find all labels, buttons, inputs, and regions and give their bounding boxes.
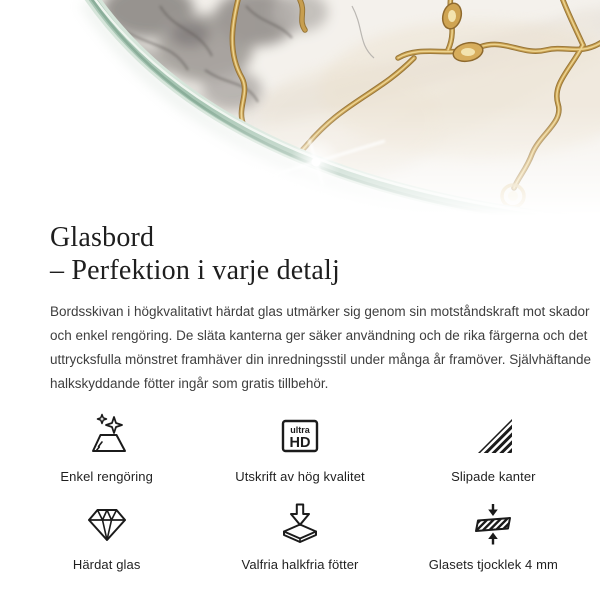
features-grid <box>0 410 600 572</box>
photo-bottom-fade <box>0 105 600 215</box>
description-line: och enkel rengöring. De släta kanterna ger säker användning och de rika färgerna och det <box>50 328 588 343</box>
page-title-line1: Glasbord <box>50 222 155 253</box>
feature-tempered-glass <box>10 498 203 572</box>
page-title <box>50 221 552 287</box>
description-line: uttrycksfulla mönstret framhäver din inredningsstil under många år framöver. Självhäftande <box>50 352 592 367</box>
svg-text:ultra: ultra <box>290 425 310 435</box>
feature-easy-cleaning <box>10 410 203 484</box>
glass-thickness-icon <box>469 498 517 548</box>
feature-glass-thickness <box>397 498 590 572</box>
page-title-line2: – Perfektion i varje detalj <box>50 255 340 286</box>
polished-edge-icon <box>469 410 517 460</box>
feature-label: Enkel rengöring <box>60 469 153 484</box>
feature-label: Glasets tjocklek 4 mm <box>428 557 558 572</box>
product-description <box>50 300 592 396</box>
description-line: halkskyddande fötter ingår som gratis tillbehör. <box>50 376 329 391</box>
feature-label: Utskrift av hög kvalitet <box>235 469 365 484</box>
feature-label: Valfria halkfria fötter <box>241 557 359 572</box>
feature-label: Härdat glas <box>72 557 141 572</box>
product-copy-section <box>0 221 600 396</box>
glass-tabletop-photo <box>0 0 600 215</box>
product-hero <box>0 0 600 215</box>
non-slip-feet-icon <box>276 498 324 548</box>
feature-non-slip-feet <box>203 498 396 572</box>
diamond-icon <box>83 498 131 548</box>
feature-print-quality <box>203 410 396 484</box>
feature-polished-edges <box>397 410 590 484</box>
description-line: Bordsskivan i högkvalitativt härdat glas utmärker sig genom sin motståndskraft mot skador <box>50 304 590 319</box>
svg-text:HD: HD <box>289 435 311 451</box>
sparkle-clean-icon <box>83 410 131 460</box>
ultra-hd-icon <box>276 410 324 460</box>
feature-label: Slipade kanter <box>451 469 536 484</box>
